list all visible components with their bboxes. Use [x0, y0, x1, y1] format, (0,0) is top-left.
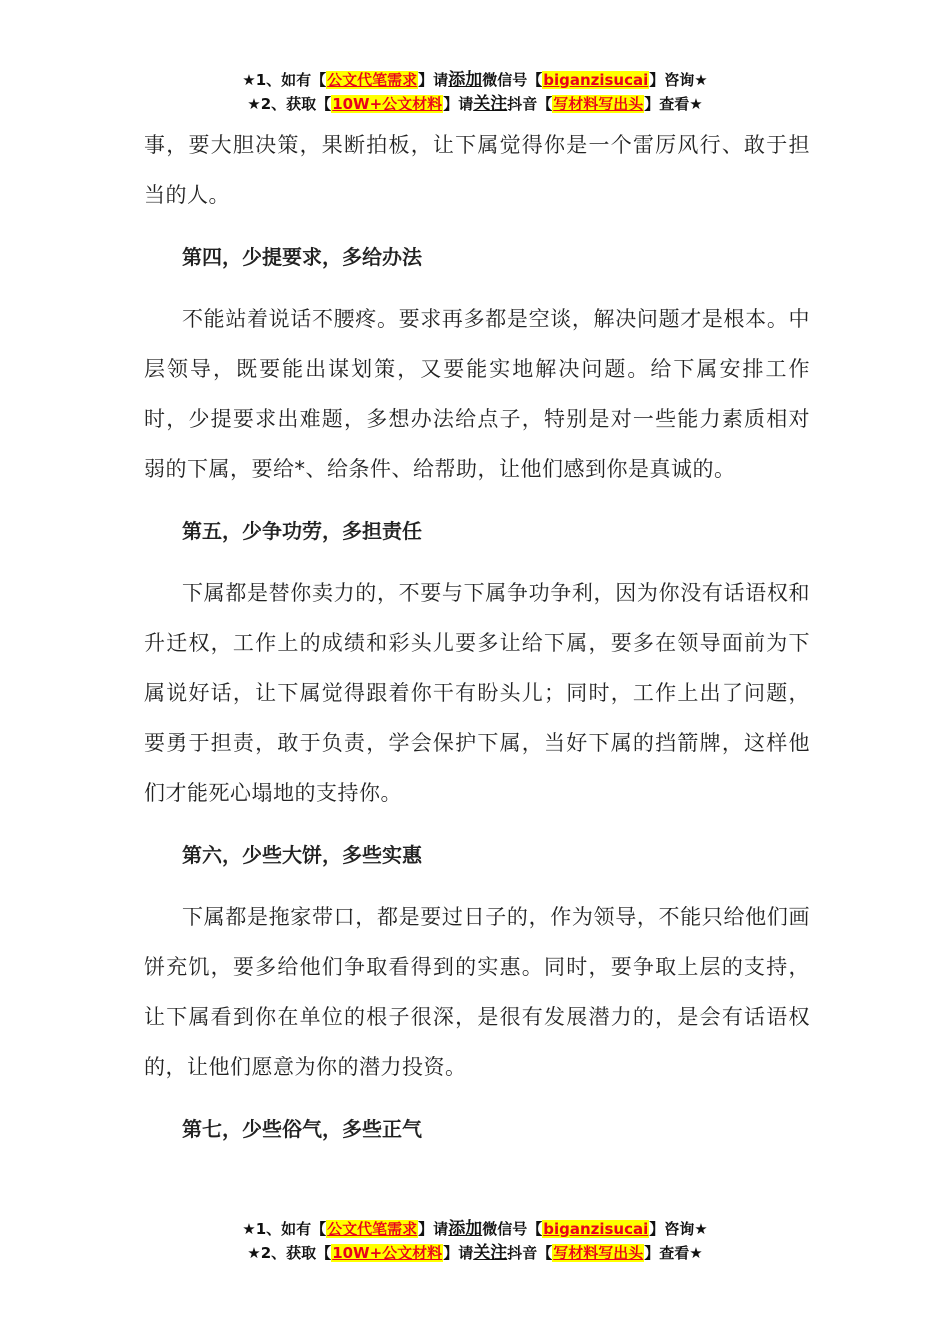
- banner-line-1: [0, 68, 950, 92]
- banner-text: ★1、如有【: [242, 71, 327, 89]
- banner-text: 】咨询★: [649, 71, 708, 89]
- banner-highlight: 10W+公文材料: [332, 95, 443, 113]
- section-heading-5: 第五，少争功劳，多担责任: [182, 519, 422, 543]
- banner-text: 】查看★: [644, 1244, 703, 1262]
- paragraph-6: 下属都是拖家带口，都是要过日子的，作为领导，不能只给他们画饼充饥，要多给他们争取看得到的实惠。同时，要争取上层的支持，让下属看到你在单位的根子很深，是很有发展潜力的，是会有话语权的，让他们愿意为你的潜力投资。: [144, 905, 810, 1079]
- banner-text: ★1、如有【: [242, 1220, 327, 1238]
- banner-highlight: 公文代笔需求: [327, 71, 418, 89]
- banner-highlight: 公文代笔需求: [327, 1220, 418, 1238]
- banner-emphasis: 添加: [448, 70, 483, 90]
- banner-highlight: 10W+公文材料: [332, 1244, 443, 1262]
- banner-line-2: [0, 92, 950, 116]
- banner-text: 】咨询★: [649, 1220, 708, 1238]
- banner-emphasis: 关注: [473, 94, 508, 114]
- banner-text: 抖音【: [507, 95, 553, 113]
- header-banner: [0, 68, 950, 116]
- banner-text: 】请: [418, 1220, 449, 1238]
- banner-line-2: [0, 1241, 950, 1265]
- banner-highlight: biganzisucai: [543, 1220, 649, 1238]
- section-heading-7: 第七，少些俗气，多些正气: [182, 1117, 422, 1141]
- paragraph-continued: 事，要大胆决策，果断拍板，让下属觉得你是一个雷厉风行、敢于担当的人。: [144, 133, 810, 207]
- banner-text: 】请: [443, 1244, 474, 1262]
- banner-text: 微信号【: [482, 71, 543, 89]
- footer-banner: [0, 1217, 950, 1265]
- banner-text: 】请: [443, 95, 474, 113]
- banner-text: ★2、获取【: [247, 1244, 332, 1262]
- banner-highlight: 写材料写出头: [553, 95, 644, 113]
- banner-line-1: [0, 1217, 950, 1241]
- banner-highlight: 写材料写出头: [553, 1244, 644, 1262]
- banner-emphasis: 关注: [473, 1243, 508, 1263]
- banner-emphasis: 添加: [448, 1219, 483, 1239]
- banner-text: 】查看★: [644, 95, 703, 113]
- section-heading-4: 第四，少提要求，多给办法: [182, 245, 422, 269]
- document-body: [144, 120, 810, 1154]
- banner-text: 微信号【: [482, 1220, 543, 1238]
- banner-highlight: biganzisucai: [543, 71, 649, 89]
- banner-text: 】请: [418, 71, 449, 89]
- section-heading-6: 第六，少些大饼，多些实惠: [182, 843, 422, 867]
- banner-text: 抖音【: [507, 1244, 553, 1262]
- banner-text: ★2、获取【: [247, 95, 332, 113]
- paragraph-4: 不能站着说话不腰疼。要求再多都是空谈，解决问题才是根本。中层领导，既要能出谋划策，又要能实地解决问题。给下属安排工作时，少提要求出难题，多想办法给点子，特别是对一些能力素质相对弱的下属，要给*、给条件、给帮助，让他们感到你是真诚的。: [144, 307, 810, 481]
- paragraph-5: 下属都是替你卖力的，不要与下属争功争利，因为你没有话语权和升迁权，工作上的成绩和彩头儿要多让给下属，要多在领导面前为下属说好话，让下属觉得跟着你干有盼头儿；同时，工作上出了问题，要勇于担责，敢于负责，学会保护下属，当好下属的挡箭牌，这样他们才能死心塌地的支持你。: [144, 581, 810, 805]
